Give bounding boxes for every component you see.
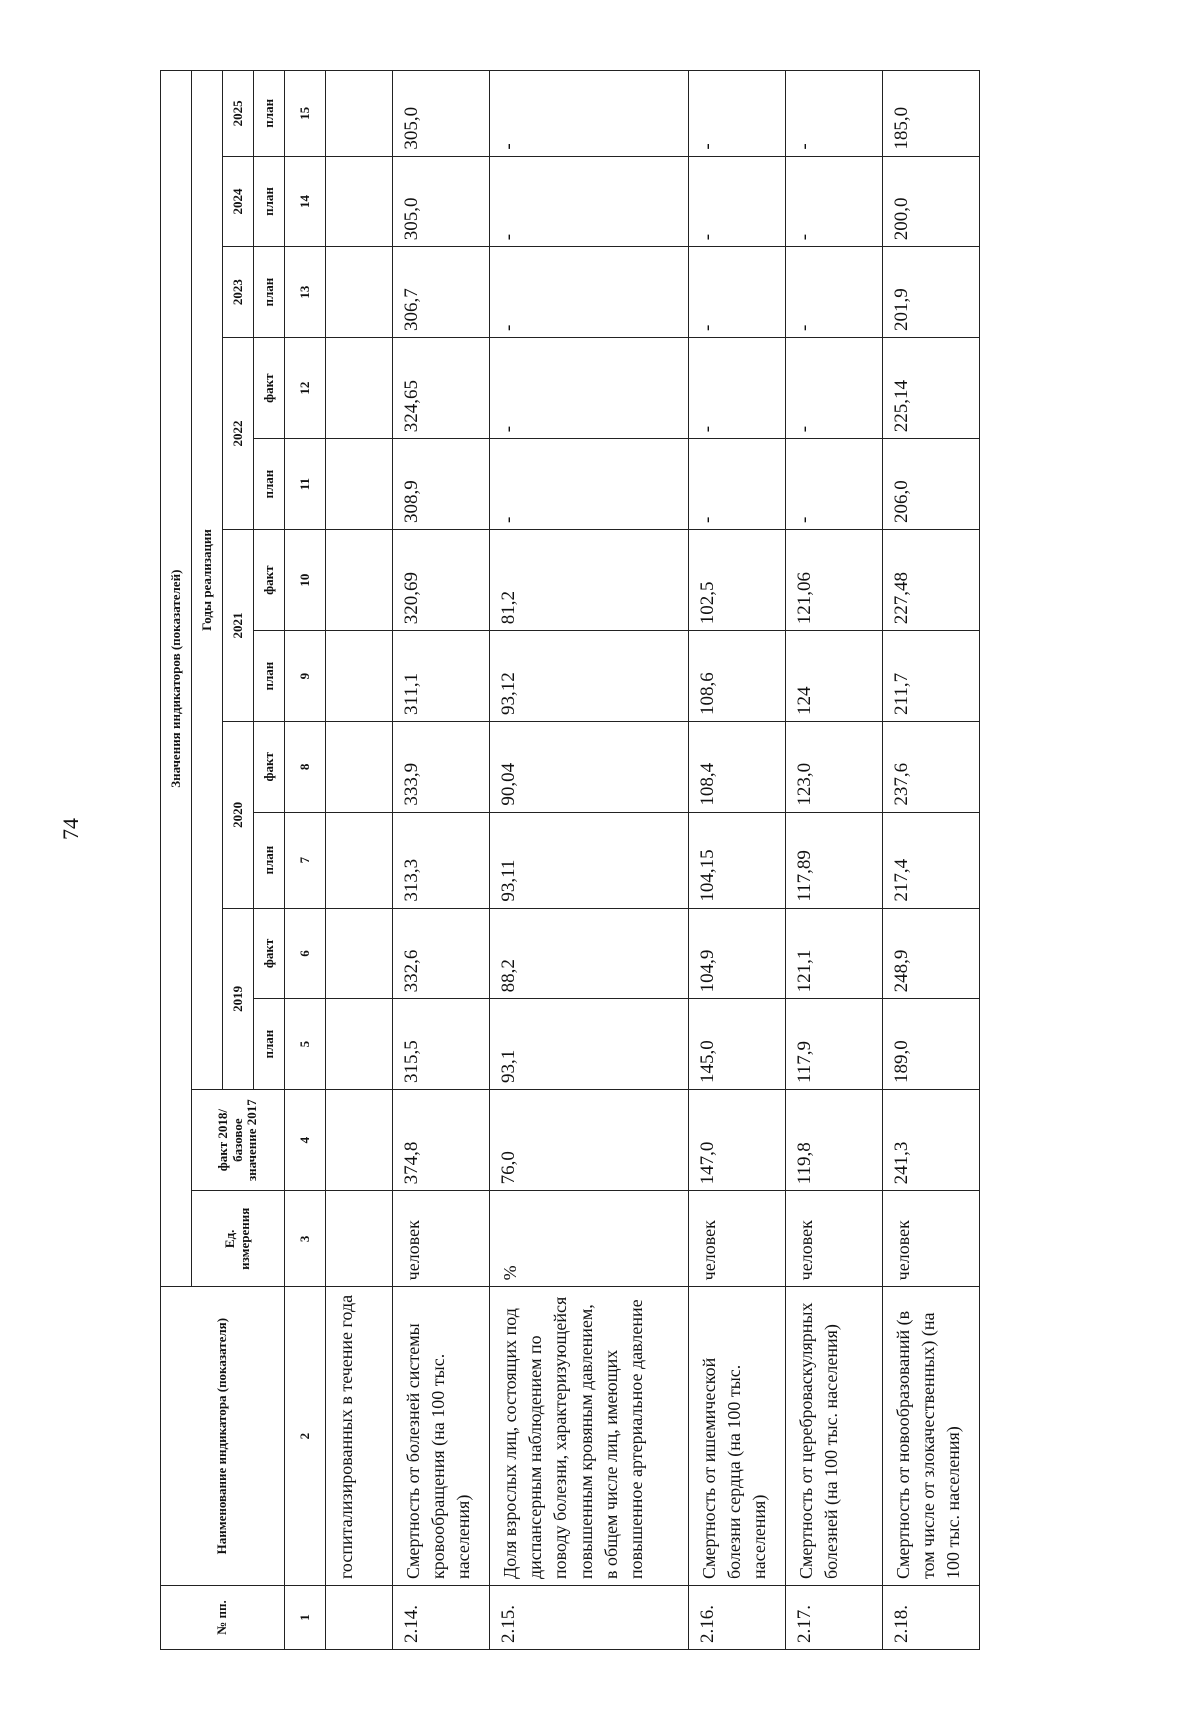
header-num: № пп. — [161, 1586, 285, 1650]
row-value: 305,0 — [393, 71, 490, 157]
header-year: 2025 — [223, 71, 254, 157]
table-body — [326, 71, 980, 1650]
row-value — [326, 812, 393, 908]
row-name: госпитализированных в течение года — [326, 1287, 393, 1586]
row-unit: человек — [883, 1191, 980, 1287]
table-row — [883, 71, 980, 1650]
row-value: - — [786, 337, 883, 438]
header-plan: план — [254, 631, 285, 722]
row-value: - — [490, 247, 689, 338]
row-value: 217,4 — [883, 812, 980, 908]
row-value: 119,8 — [786, 1089, 883, 1190]
row-id: 2.17. — [786, 1586, 883, 1650]
header-year: 2020 — [223, 721, 254, 908]
row-value: 332,6 — [393, 908, 490, 999]
row-value: 123,0 — [786, 721, 883, 812]
header-fact: факт — [254, 908, 285, 999]
table-row — [490, 71, 689, 1650]
row-value — [326, 156, 393, 247]
row-value: 308,9 — [393, 439, 490, 530]
row-value: 88,2 — [490, 908, 689, 999]
table-row — [393, 71, 490, 1650]
row-value: 147,0 — [689, 1089, 786, 1190]
row-value — [326, 1089, 393, 1190]
row-value: - — [689, 247, 786, 338]
row-id: 2.15. — [490, 1586, 689, 1650]
row-value: 241,3 — [883, 1089, 980, 1190]
row-value: 93,1 — [490, 999, 689, 1090]
row-name: Смертность от ишемической болезни сердца (на 100 тыс. населения) — [689, 1287, 786, 1586]
row-value: 117,89 — [786, 812, 883, 908]
row-value — [326, 247, 393, 338]
column-number-row — [285, 71, 326, 1650]
column-number: 11 — [285, 439, 326, 530]
row-value: 81,2 — [490, 529, 689, 630]
row-value: - — [786, 156, 883, 247]
column-number: 4 — [285, 1089, 326, 1190]
header-year: 2023 — [223, 247, 254, 338]
header-year: 2019 — [223, 908, 254, 1089]
table-row — [786, 71, 883, 1650]
row-value: 93,12 — [490, 631, 689, 722]
header-year: 2021 — [223, 529, 254, 721]
row-value: - — [490, 71, 689, 157]
row-unit: человек — [689, 1191, 786, 1287]
row-value: 124 — [786, 631, 883, 722]
row-value — [326, 529, 393, 630]
row-value: - — [786, 71, 883, 157]
row-value: - — [689, 337, 786, 438]
row-value: - — [786, 439, 883, 530]
row-value: - — [689, 71, 786, 157]
column-number: 7 — [285, 812, 326, 908]
row-value: 185,0 — [883, 71, 980, 157]
header-years-group: Годы реализации — [192, 71, 223, 1090]
header-fact: факт — [254, 529, 285, 630]
header-plan: план — [254, 439, 285, 530]
header-year: 2024 — [223, 156, 254, 247]
row-unit — [326, 1191, 393, 1287]
indicator-table-container — [160, 70, 980, 1650]
row-value: 189,0 — [883, 999, 980, 1090]
row-unit: человек — [786, 1191, 883, 1287]
row-id: 2.16. — [689, 1586, 786, 1650]
row-value: 333,9 — [393, 721, 490, 812]
row-value: 374,8 — [393, 1089, 490, 1190]
row-value: - — [786, 247, 883, 338]
row-name: Доля взрослых лиц, состоящих под диспансерным наблюдением по поводу болезни, характеризующейся повышенным кровяным давлением, в общем числе лиц, имеющих повышенное артериальное давление — [490, 1287, 689, 1586]
row-id: 2.14. — [393, 1586, 490, 1650]
row-value: 305,0 — [393, 156, 490, 247]
row-value: 320,69 — [393, 529, 490, 630]
row-value: 315,5 — [393, 999, 490, 1090]
header-plan: план — [254, 999, 285, 1090]
row-value: 313,3 — [393, 812, 490, 908]
header-plan: план — [254, 71, 285, 157]
row-value — [326, 631, 393, 722]
row-value: 225,14 — [883, 337, 980, 438]
row-value — [326, 71, 393, 157]
row-id — [326, 1586, 393, 1650]
row-value: 248,9 — [883, 908, 980, 999]
column-number: 13 — [285, 247, 326, 338]
column-number: 15 — [285, 71, 326, 157]
row-value: 227,48 — [883, 529, 980, 630]
row-value — [326, 999, 393, 1090]
column-number: 1 — [285, 1586, 326, 1650]
column-number: 3 — [285, 1191, 326, 1287]
row-value: 324,65 — [393, 337, 490, 438]
header-plan: план — [254, 156, 285, 247]
row-value: - — [689, 439, 786, 530]
row-value — [326, 908, 393, 999]
header-plan: план — [254, 812, 285, 908]
column-number: 8 — [285, 721, 326, 812]
row-value: 206,0 — [883, 439, 980, 530]
header-name: Наименование индикатора (показателя) — [161, 1287, 285, 1586]
column-number: 6 — [285, 908, 326, 999]
row-name: Смертность от цереброваскулярных болезней (на 100 тыс. населения) — [786, 1287, 883, 1586]
table-row — [326, 71, 393, 1650]
header-fact: факт — [254, 721, 285, 812]
row-value: 104,9 — [689, 908, 786, 999]
row-value — [326, 439, 393, 530]
column-number: 2 — [285, 1287, 326, 1586]
header-fact: факт — [254, 337, 285, 438]
row-value: 108,6 — [689, 631, 786, 722]
row-value: 201,9 — [883, 247, 980, 338]
header-year: 2022 — [223, 337, 254, 529]
row-value: 121,06 — [786, 529, 883, 630]
table-row — [689, 71, 786, 1650]
row-value: - — [490, 156, 689, 247]
column-number: 10 — [285, 529, 326, 630]
row-value — [326, 337, 393, 438]
indicator-table — [160, 70, 980, 1650]
row-unit: % — [490, 1191, 689, 1287]
row-value: - — [689, 156, 786, 247]
row-unit: человек — [393, 1191, 490, 1287]
row-value: 121,1 — [786, 908, 883, 999]
row-value: 306,7 — [393, 247, 490, 338]
row-value: 102,5 — [689, 529, 786, 630]
row-value: 145,0 — [689, 999, 786, 1090]
row-id: 2.18. — [883, 1586, 980, 1650]
row-value: 311,1 — [393, 631, 490, 722]
header-plan: план — [254, 247, 285, 338]
header-base: факт 2018/базовое значение 2017 — [192, 1089, 285, 1190]
row-value: 237,6 — [883, 721, 980, 812]
row-value: 211,7 — [883, 631, 980, 722]
row-value: - — [490, 439, 689, 530]
header-group: Значения индикаторов (показателей) — [161, 71, 192, 1287]
row-value: 76,0 — [490, 1089, 689, 1190]
row-value — [326, 721, 393, 812]
row-value: 90,04 — [490, 721, 689, 812]
page-number: 74 — [58, 818, 83, 840]
row-name: Смертность от болезней системы кровообращения (на 100 тыс. населения) — [393, 1287, 490, 1586]
row-value: - — [490, 337, 689, 438]
row-value: 104,15 — [689, 812, 786, 908]
row-name: Смертность от новообразований (в том числе от злокачественных) (на 100 тыс. населения) — [883, 1287, 980, 1586]
column-number: 14 — [285, 156, 326, 247]
column-number: 12 — [285, 337, 326, 438]
table-header — [161, 71, 326, 1650]
row-value: 108,4 — [689, 721, 786, 812]
column-number: 5 — [285, 999, 326, 1090]
row-value: 117,9 — [786, 999, 883, 1090]
row-value: 200,0 — [883, 156, 980, 247]
header-unit: Ед. измерения — [192, 1191, 285, 1287]
column-number: 9 — [285, 631, 326, 722]
row-value: 93,11 — [490, 812, 689, 908]
